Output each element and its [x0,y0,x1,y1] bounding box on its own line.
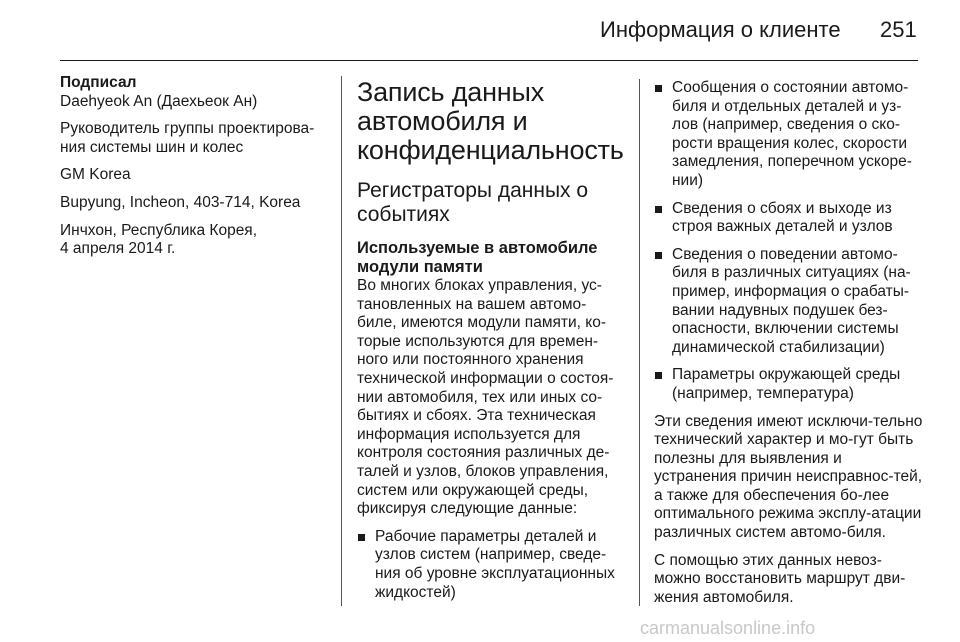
square-bullet-icon [655,206,662,213]
bullet-list [357,528,625,602]
list-item [654,79,926,191]
square-bullet-icon [655,372,662,379]
subsection-title: Регистраторы данных о событиях [357,179,589,226]
signatory-position: Руководитель группы проектирова-ния системы шин и колес [60,120,315,156]
column-left [60,74,332,268]
column-middle [357,78,625,611]
square-bullet-icon [655,252,662,259]
signature-label: Подписал [60,74,137,91]
list-item [654,200,926,237]
square-bullet-icon [358,534,365,541]
square-bullet-icon [655,85,662,92]
signatory-place-date: Инчхон, Республика Корея, 4 апреля 2014 г. [60,221,258,258]
signatory-name: Daehyeok An (Даехьеок Ан) [60,92,258,110]
list-item [654,366,926,403]
list-item-text: Сведения о поведении автомо-биля в различных ситуациях (на-пример, информация о срабаты-вании надувных подушек без-опасности, включении системы динамической стабилизации) [672,245,911,356]
section-title: Запись данных автомобиля и конфиденциальность [357,77,624,165]
column-divider-left [341,76,342,606]
column-divider-right [639,79,640,606]
column-right [654,79,926,616]
list-item-text: Параметры окружающей среды (например, температура) [672,366,901,402]
list-item [654,246,926,358]
body-paragraph: Во многих блоках управления, ус-тановленных на вашем автомо-биле, имеются модули памяти, ко-торые используются для времен-ного или постоянного хранения технической информации о состоя-нии автомобиля, тех или иных со-бытиях и сбоях. Эта техническая информация используется для контроля состояния различных де-талей и узлов, блоков управления, систем или окружающей среды, фиксируя следующие данные: [357,277,614,518]
signatory-address: Bupyung, Incheon, 403-714, Korea [60,193,301,211]
subhead: Используемые в автомобиле модули памяти [357,239,598,276]
page-header-title: Информация о клиенте [600,17,841,42]
body-paragraph: С помощью этих данных невоз-можно восстановить маршрут дви-жения автомобиля. [654,551,906,606]
list-item [357,528,625,602]
signatory-company: GM Korea [60,166,131,184]
body-paragraph: Эти сведения имеют исключи-тельно технический характер и мо-гут быть полезны для выявления и устранения причин неисправнос-тей, а также для обеспечения бо-лее оптимального режима эксплу-атации различных систем автомо-биля. [654,412,923,542]
list-item-text: Рабочие параметры деталей и узлов систем (например, сведе-ния об уровне эксплуатационных жидкостей) [375,527,615,601]
watermark: carmanualsonline.info [640,618,816,638]
header-rule [60,60,918,61]
list-item-text: Сообщения о состоянии автомо-биля и отдельных деталей и уз-лов (например, сведения о ско-рости вращения колес, скорости замедления, поперечном ускоре-нии) [672,79,912,189]
page-number: 251 [880,17,917,42]
bullet-list [654,79,926,404]
list-item-text: Сведения о сбоях и выходе из строя важных деталей и узлов [672,199,893,236]
